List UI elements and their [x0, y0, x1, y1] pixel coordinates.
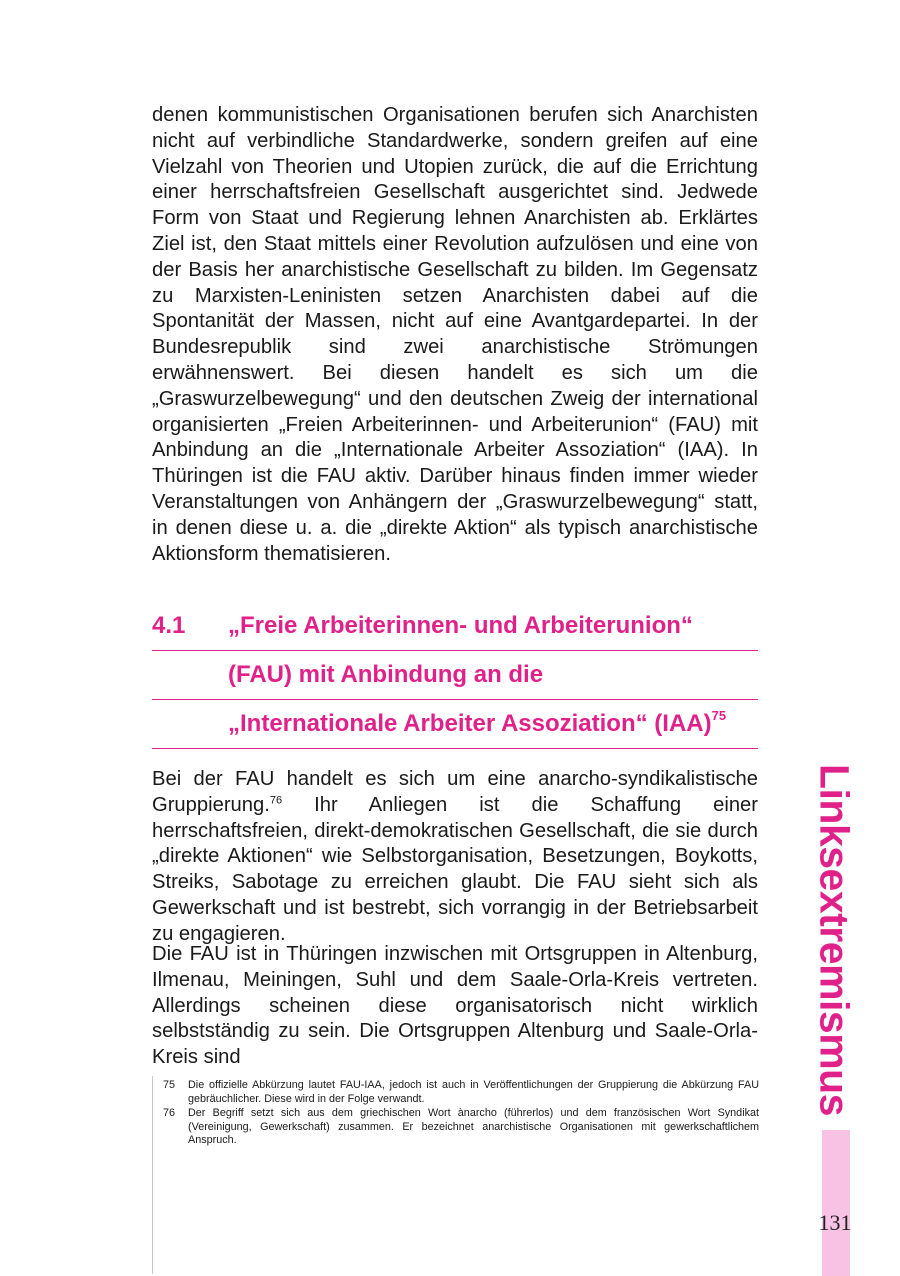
footnote-rule	[152, 1076, 153, 1274]
paragraph2-text: Die FAU ist in Thüringen inzwischen mit Ortsgruppen in Altenburg, Ilmenau, Meiningen, Suhl und dem Saale-Orla-Kreis vertreten. Allerdings scheinen diese organisatorisch nicht wirklich selbstständig zu sein. Die Ortsgruppen Altenburg und Saale-Orla-Kreis sind	[152, 943, 758, 1069]
intro-paragraph	[152, 103, 758, 567]
paragraph-fau-description	[152, 767, 758, 948]
section-number: 4.1	[152, 612, 186, 639]
section-title-line-3: „Internationale Arbeiter Assoziation“ (IAA)	[228, 710, 712, 737]
footnotes	[163, 1079, 759, 1149]
footnote-75	[163, 1079, 759, 1106]
side-chapter-label	[806, 763, 862, 1117]
footnote-76	[163, 1107, 759, 1148]
chapter-tab	[822, 1130, 850, 1276]
section-title-line-2: (FAU) mit Anbindung an die	[228, 661, 544, 688]
section-heading-line-3	[152, 700, 758, 749]
footnote-number: 75	[163, 1079, 176, 1091]
footnote-ref-75: 75	[711, 708, 727, 723]
page-number: 131	[818, 1210, 852, 1235]
footnote-number: 76	[163, 1107, 176, 1120]
paragraph-fau-thueringen	[152, 942, 758, 1071]
section-title-line-1: „Freie Arbeiterinnen- und Arbeiterunion“	[228, 612, 693, 639]
footnote-text: Die offizielle Abkürzung lautet FAU-IAA, jedoch ist auch in Veröffentlichungen der Gruppierung die Abkürzung FAU gebräuchlicher. Diese wird in der Folge verwandt.	[188, 1079, 759, 1105]
intro-text: denen kommunistischen Organisationen berufen sich Anarchisten nicht auf verbindliche Standardwerke, sondern greifen auf eine Vielzahl von Theorien und Utopien zurück, die auf die Errichtung einer herrschaftsfreien Gesellschaft ausgerichtet sind. Jedwede Form von Staat und Regierung lehnen Anarchisten ab. Erklärtes Ziel ist, den Staat mittels einer Revolution aufzulösen und eine von der Basis her anarchistische Gesellschaft zu bilden. Im Gegensatz zu Marxisten-Leninisten setzen Anarchisten dabei auf die Spontanität der Massen, nicht auf eine Avantgardepartei. In der Bundesrepublik sind zwei anarchistische Strömungen erwähnenswert. Bei diesen handelt es sich um die „Graswurzelbewegung“ und den deutschen Zweig der international organisierten „Freien Arbeiterinnen- und Arbeiterunion“ (FAU) mit Anbindung an die „Internationale Arbeiter Assoziation“ (IAA). In Thüringen ist die FAU aktiv. Darüber hinaus finden immer wieder Veranstaltungen von Anhängern der „Graswurzelbewegung“ statt, in denen diese u. a. die „direkte Aktion“ als typisch anarchistische Aktionsform thematisieren.	[152, 104, 758, 565]
section-heading-line-2	[152, 651, 758, 700]
section-title-line-3-wrap	[228, 700, 726, 748]
paragraph1-text-rest: Ihr Anliegen ist die Schaffung einer herrschaftsfreien, direkt-demokratischen Gesellschaft, die sie durch „direkte Aktionen“ wie Selbstorganisation, Besetzungen, Boykotts, Streiks, Sabotage zu erreichen glaubt. Die FAU sieht sich als Gewerkschaft und ist bestrebt, sich vorrangig in der Betriebsarbeit zu engagieren.	[152, 793, 758, 945]
footnote-text: Der Begriff setzt sich aus dem griechischen Wort ànarcho (führerlos) und dem französischen Wort Syndikat (Vereinigung, Gewerkschaft) zusammen. Er bezeichnet anarchistische Organisationen mit gewerkschaftlichem Anspruch.	[188, 1107, 759, 1147]
side-label-text: Linksextremismus	[811, 763, 858, 1117]
footnote-ref-76: 76	[269, 794, 283, 807]
paragraph1-text-start: Bei der FAU handelt es sich um eine anarcho-syndikalistische Gruppierung.	[152, 768, 758, 816]
section-heading-line-1	[152, 602, 758, 651]
